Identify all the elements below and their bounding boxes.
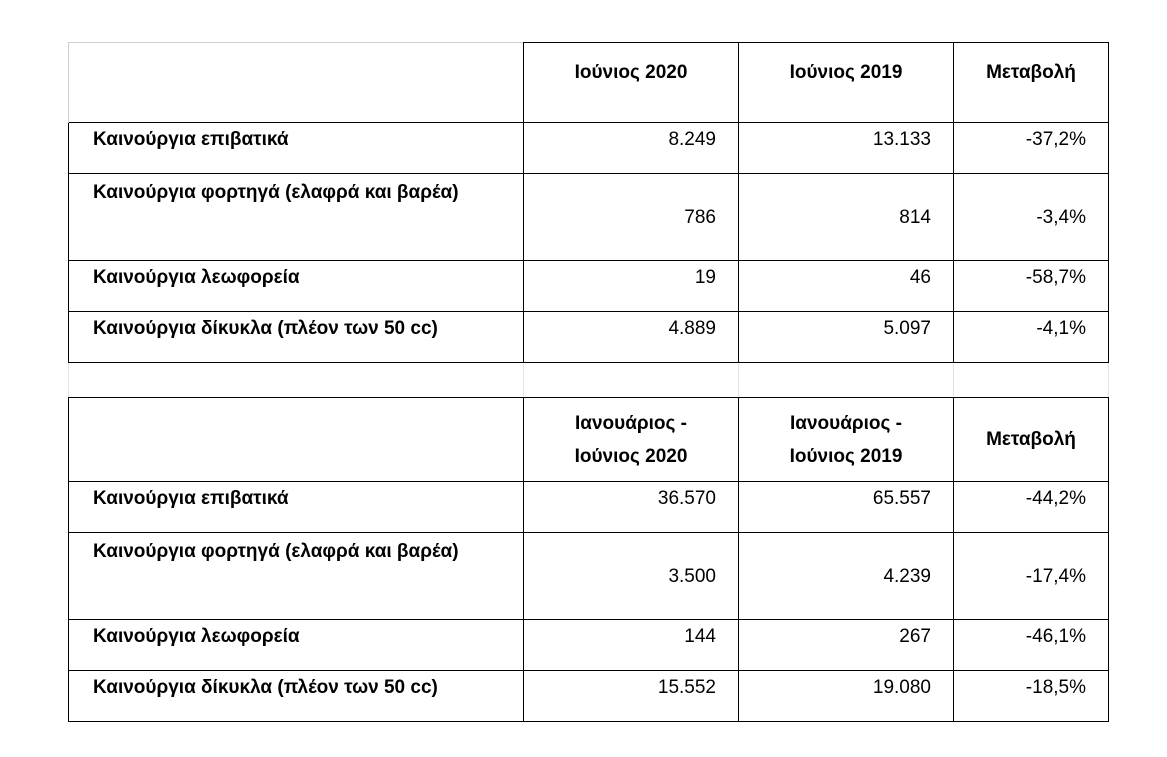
header-row-june — [69, 43, 1109, 123]
row-label: Καινούργια επιβατικά — [69, 482, 524, 533]
table-row — [69, 482, 1109, 533]
value-change: -44,2% — [954, 482, 1109, 533]
header-line: Ιούνιος 2020 — [574, 445, 688, 467]
row-label: Καινούργια δίκυκλα (πλέον των 50 cc) — [69, 312, 524, 363]
table-spacer-row — [69, 363, 1109, 398]
header-change: Μεταβολή — [954, 398, 1109, 482]
value-2019: 267 — [739, 620, 954, 671]
value-2019: 46 — [739, 261, 954, 312]
header-blank-cell — [69, 43, 524, 123]
header-line: Ιανουάριος - — [575, 412, 687, 434]
value-2019: 4.239 — [739, 533, 954, 620]
spacer-cell — [954, 363, 1109, 398]
row-label: Καινούργια λεωφορεία — [69, 261, 524, 312]
value-change: -18,5% — [954, 671, 1109, 722]
header-jan-june-2020 — [524, 398, 739, 482]
value-2020: 8.249 — [524, 123, 739, 174]
table-row — [69, 123, 1109, 174]
value-2020: 15.552 — [524, 671, 739, 722]
header-line: Ιούνιος 2019 — [789, 445, 903, 467]
registrations-table — [68, 42, 1109, 722]
header-june-2019: Ιούνιος 2019 — [739, 43, 954, 123]
value-change: -4,1% — [954, 312, 1109, 363]
value-2019: 13.133 — [739, 123, 954, 174]
row-label: Καινούργια λεωφορεία — [69, 620, 524, 671]
value-change: -58,7% — [954, 261, 1109, 312]
value-change: -46,1% — [954, 620, 1109, 671]
header-blank-cell — [69, 398, 524, 482]
row-label: Καινούργια επιβατικά — [69, 123, 524, 174]
value-change: -17,4% — [954, 533, 1109, 620]
spacer-cell — [524, 363, 739, 398]
table-row — [69, 671, 1109, 722]
value-2020: 4.889 — [524, 312, 739, 363]
spacer-cell — [69, 363, 524, 398]
value-change: -3,4% — [954, 174, 1109, 261]
value-2020: 3.500 — [524, 533, 739, 620]
table-row — [69, 620, 1109, 671]
value-change: -37,2% — [954, 123, 1109, 174]
row-label: Καινούργια δίκυκλα (πλέον των 50 cc) — [69, 671, 524, 722]
table-row — [69, 533, 1109, 620]
value-2019: 65.557 — [739, 482, 954, 533]
value-2019: 5.097 — [739, 312, 954, 363]
table-row — [69, 174, 1109, 261]
header-change: Μεταβολή — [954, 43, 1109, 123]
value-2019: 814 — [739, 174, 954, 261]
value-2020: 36.570 — [524, 482, 739, 533]
header-line: Ιανουάριος - — [790, 412, 902, 434]
value-2020: 144 — [524, 620, 739, 671]
value-2019: 19.080 — [739, 671, 954, 722]
value-2020: 19 — [524, 261, 739, 312]
header-row-jan-june — [69, 398, 1109, 482]
value-2020: 786 — [524, 174, 739, 261]
header-jan-june-2019 — [739, 398, 954, 482]
spacer-cell — [739, 363, 954, 398]
row-label: Καινούργια φορτηγά (ελαφρά και βαρέα) — [69, 533, 524, 620]
row-label: Καινούργια φορτηγά (ελαφρά και βαρέα) — [69, 174, 524, 261]
header-june-2020: Ιούνιος 2020 — [524, 43, 739, 123]
table-row — [69, 312, 1109, 363]
table-row — [69, 261, 1109, 312]
